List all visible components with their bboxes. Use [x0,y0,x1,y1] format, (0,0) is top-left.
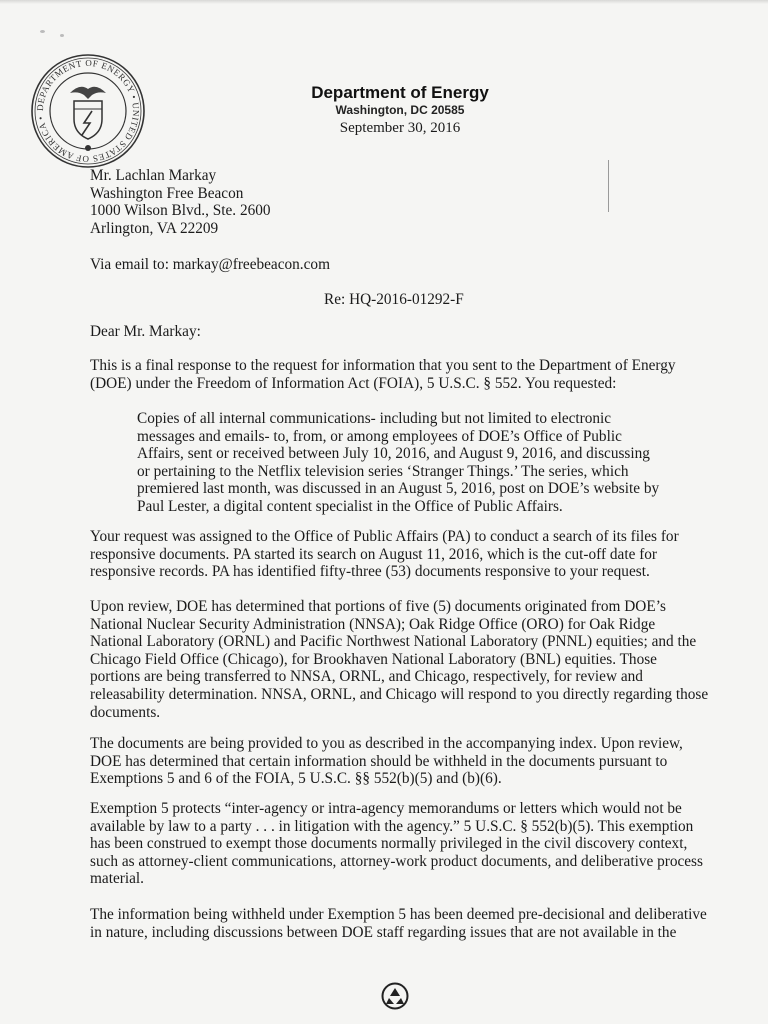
request-quote [137,410,659,516]
text-line: premiered last month, was discussed in an August 5, 2016, post on DOE’s website by [137,480,660,498]
text-line: The documents are being provided to you as described in the accompanying index. Upon review, [90,735,683,752]
text-line: Paul Lester, a digital content specialist in the Office of Public Affairs. [137,497,563,515]
paragraph-exemption-5 [90,800,703,888]
scan-edge [0,0,768,4]
address-line: Washington Free Beacon [90,184,244,202]
text-line: material. [90,870,144,888]
text-line: National Nuclear Security Administration (NNSA); Oak Ridge Office (ORO) for Oak Ridge [90,615,656,633]
recycle-icon [381,982,409,1010]
text-line: Exemptions 5 and 6 of the FOIA, 5 U.S.C. §§ 552(b)(5) and (b)(6). [90,770,502,788]
paragraph-withheld [90,906,707,941]
text-line: Upon review, DOE has determined that portions of five (5) documents originated from DOE’s [90,598,666,615]
text-line: National Laboratory (ORNL) and Pacific Northwest National Laboratory (PNNL) equities; and the [90,633,697,651]
text-line: Your request was assigned to the Office of Public Affairs (PA) to conduct a search of its files for [90,528,679,545]
text-line: has been construed to exempt those documents normally privileged in the civil discovery context, [90,835,688,853]
salutation: Dear Mr. Markay: [90,323,201,340]
address-line: 1000 Wilson Blvd., Ste. 2600 [90,202,271,220]
scan-speck [40,30,45,33]
letter-date: September 30, 2016 [339,120,461,136]
scan-speck [60,34,64,37]
recipient-address [90,167,271,237]
reference-number: Re: HQ-2016-01292-F [324,291,464,308]
text-line: or pertaining to the Netflix television series ‘Stranger Things.’ The series, which [137,462,629,480]
text-line: DOE has determined that certain information should be withheld in the documents pursuant to [90,752,668,770]
text-line: This is a final response to the request for information that you sent to the Department of Energy [90,357,676,374]
doe-seal-icon [30,53,146,169]
text-line: responsive records. PA has identified fifty-three (53) documents responsive to your request. [90,563,650,581]
text-line: available by law to a party . . . in litigation with the agency.” 5 U.S.C. § 552(b)(5). This exemption [90,817,694,835]
department-name: Department of Energy [311,83,489,102]
paragraph-index [90,735,683,788]
paragraph-transfer [90,598,708,721]
scan-line [608,160,609,212]
text-line: documents. [90,703,161,721]
department-address: Washington, DC 20585 [335,103,465,117]
via-email: Via email to: markay@freebeacon.com [90,256,330,273]
text-line: Copies of all internal communications- including but not limited to electronic [137,410,612,427]
text-line: Affairs, sent or received between July 10, 2016, and August 9, 2016, and discussing [137,445,650,463]
text-line: releasability determination. NNSA, ORNL, and Chicago will respond to you directly regarding those [90,685,709,703]
text-line: Chicago Field Office (Chicago), for Brookhaven National Laboratory (BNL) equities. Those [90,650,657,668]
letterhead [290,83,510,137]
text-line: such as attorney-client communications, attorney-work product documents, and deliberative process [90,852,703,870]
text-line: Exemption 5 protects “inter-agency or intra-agency memorandums or letters which would not be [90,800,682,817]
address-line: Arlington, VA 22209 [90,219,219,237]
text-line: in nature, including discussions between DOE staff regarding issues that are not available in the [90,923,677,941]
text-line: portions are being transferred to NNSA, ORNL, and Chicago, respectively, for review and [90,668,643,686]
text-line: (DOE) under the Freedom of Information Act (FOIA), 5 U.S.C. § 552. You requested: [90,374,617,392]
paragraph-assignment [90,528,679,581]
text-line: responsive documents. PA started its search on August 11, 2016, which is the cut-off date for [90,545,658,563]
text-line: The information being withheld under Exemption 5 has been deemed pre-decisional and deliberative [90,906,707,923]
address-line: Mr. Lachlan Markay [90,167,217,184]
paragraph-intro [90,357,676,392]
text-line: messages and emails- to, from, or among employees of DOE’s Office of Public [137,427,622,445]
seal-text: DEPARTMENT OF ENERGY • UNITED STATES OF AMERICA • [34,57,142,165]
